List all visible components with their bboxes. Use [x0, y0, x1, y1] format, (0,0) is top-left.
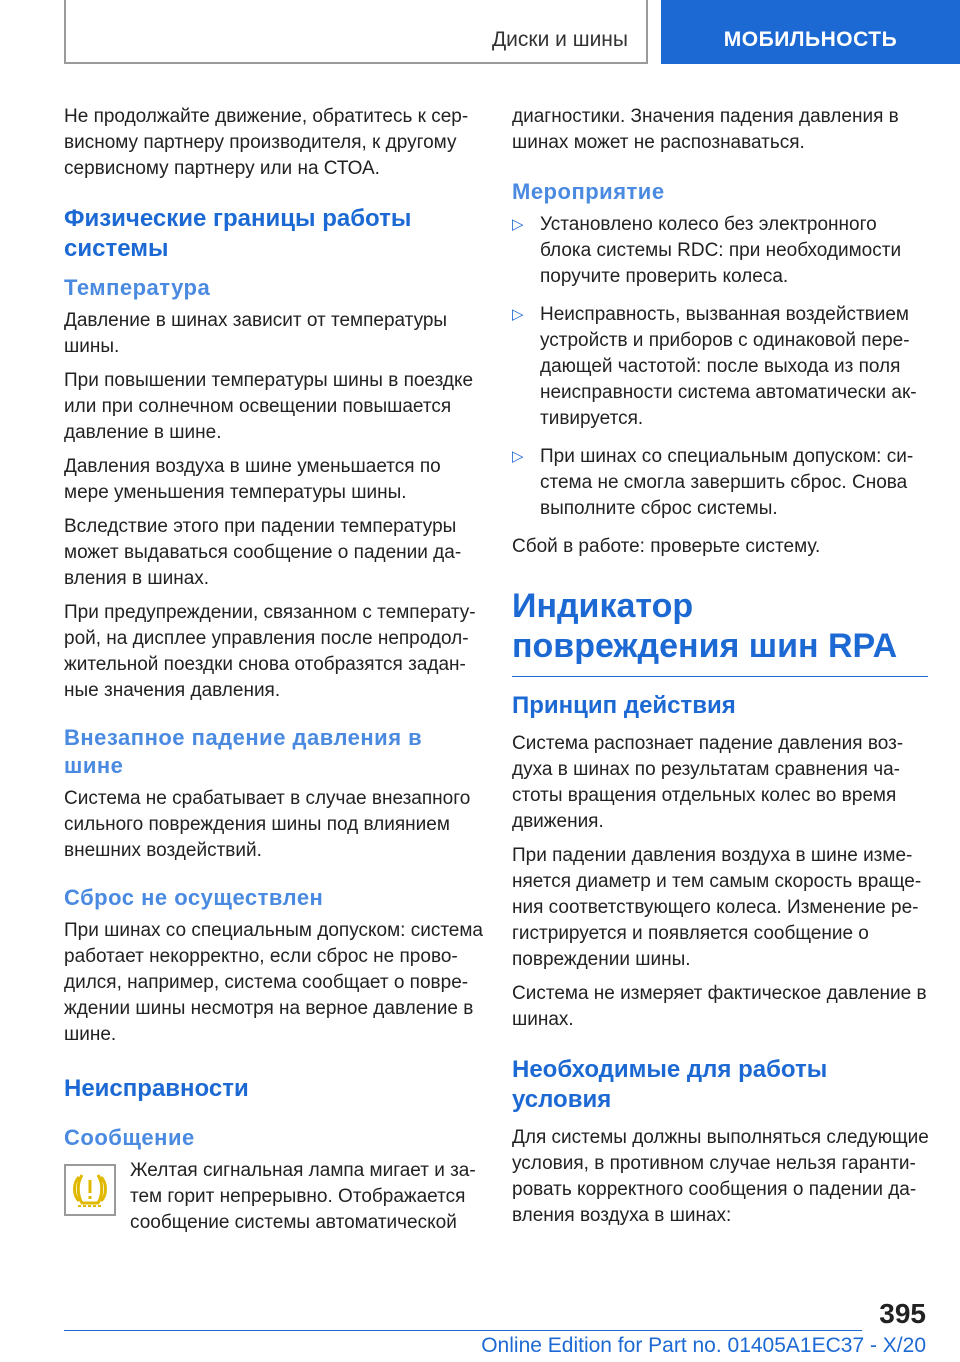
- bullet-triangle-icon: ▷: [512, 448, 524, 465]
- heading-conditions: Необходимые для работы условия: [512, 1056, 828, 1113]
- list-item-text: Установлено колесо без электронного блока системы RDC: при необходимости поручите проверить колеса.: [540, 214, 902, 287]
- heading-message: Сообщение: [64, 1125, 195, 1150]
- message-paragraph: Желтая сигнальная лампа мигает и за-тем горит непрерывно. Отображается сообщение системы автоматической: [130, 1160, 476, 1233]
- heading-measure: Мероприятие: [512, 179, 665, 204]
- heading-system-limits: Физические границы работы системы: [64, 205, 412, 262]
- header-chapter-tab[interactable]: [661, 0, 960, 64]
- temperature-paragraph-3: Давления воздуха в шине уменьшается по мере уменьшения температуры шины.: [64, 456, 441, 503]
- bullet-triangle-icon: ▷: [512, 306, 524, 323]
- left-column: [64, 104, 484, 1244]
- heading-principle: Принцип действия: [512, 692, 736, 719]
- temperature-paragraph-1: Давление в шинах зависит от температуры шины.: [64, 310, 448, 357]
- temperature-paragraph-4: Вследствие этого при падении температуры может выдаваться сообщение о падении да-вления в шинах.: [64, 516, 462, 589]
- header-section-title: Диски и шины: [491, 28, 628, 51]
- heading-faults: Неисправности: [64, 1075, 249, 1102]
- conditions-paragraph: Для системы должны выполняться следующие условия, в противном случае нельзя гаранти-ровать корректного сообщения о падении да-вления воздуха в шинах:: [512, 1127, 929, 1226]
- intro-paragraph: Не продолжайте движение, обратитесь к сер-висному партнеру производителя, к другому сервисному партнеру или на СТОА.: [64, 106, 469, 179]
- list-item: [512, 212, 932, 290]
- principle-paragraph-3: Система не измеряет фактическое давление в шинах.: [512, 983, 927, 1030]
- temperature-paragraph-5: При предупреждении, связанном с температу-рой, на дисплее управления после непродол-жительной поездки снова отобразятся задан-ные значения давления.: [64, 602, 476, 701]
- fault-paragraph: Сбой в работе: проверьте систему.: [512, 536, 821, 557]
- header-section-box: [64, 0, 648, 64]
- tpms-warning-icon: [64, 1164, 116, 1216]
- sudden-drop-paragraph: Система не срабатывает в случае внезапного сильного повреждения шины под влиянием внешних воздействий.: [64, 788, 471, 861]
- diagnostics-paragraph: диагностики. Значения падения давления в шинах может не распознаваться.: [512, 106, 899, 153]
- right-column: [512, 104, 932, 1237]
- message-block: [64, 1158, 484, 1244]
- heading-temperature: Температура: [64, 275, 211, 300]
- list-item-text: Неисправность, вызванная воздействием устройств и приборов с одинаковой пере-дающей частотой: после выхода из поля неисправности система автоматически ак-тивируется.: [540, 304, 917, 429]
- heading-sudden-drop: Внезапное падение давления в шине: [64, 725, 423, 778]
- measure-list: [512, 212, 932, 522]
- header-chapter-label: МОБИЛЬНОСТЬ: [723, 28, 898, 51]
- bullet-triangle-icon: ▷: [512, 216, 524, 233]
- list-item: [512, 302, 932, 432]
- heading-reset-not-done: Сброс не осуществлен: [64, 885, 324, 910]
- principle-paragraph-2: При падении давления воздуха в шине изме-няется диаметр и тем самым скорость враще-ния соответствующего колеса. Изменение ре-гистрируется и появляется сообщение о повреждении шины.: [512, 845, 922, 970]
- temperature-paragraph-2: При повышении температуры шины в поездке или при солнечном освещении повышается давление в шине.: [64, 370, 474, 443]
- list-item-text: При шинах со специальным допуском: си-стема не смогла завершить сброс. Снова выполните сброс системы.: [540, 446, 914, 519]
- principle-paragraph-1: Система распознает падение давления воз-духа в шинах по результатам сравнения ча-стоты вращения отдельных колес во время движения.: [512, 733, 904, 832]
- reset-paragraph: При шинах со специальным допуском: система работает некорректно, если сброс не прово-дился, например, система сообщает о повре-ждении шины несмотря на верное давление в шине.: [64, 920, 484, 1045]
- heading-rpa: Индикатор повреждения шин RPA: [512, 586, 928, 677]
- page-number: 395: [879, 1298, 926, 1329]
- footer-edition[interactable]: Online Edition for Part no. 01405A1EC37 - X/20: [481, 1334, 926, 1357]
- footer-divider: [64, 1330, 862, 1331]
- list-item: [512, 444, 932, 522]
